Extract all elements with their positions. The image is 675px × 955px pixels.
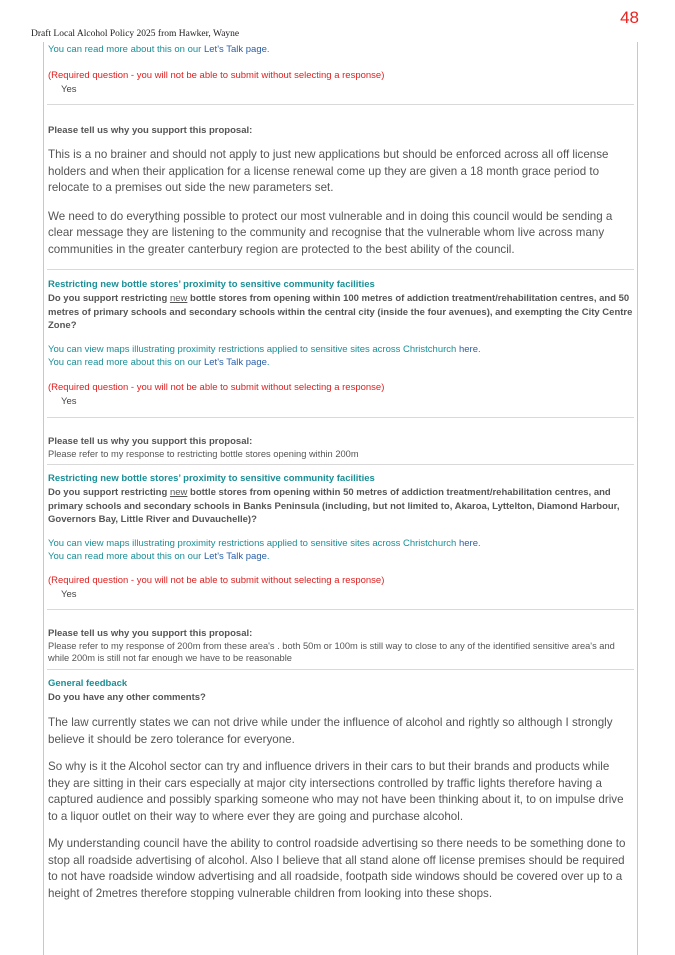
lets-talk-link[interactable]: Let's Talk page	[203, 356, 267, 368]
read-more-line: You can read more about this on our Let's Talk page.	[48, 356, 270, 368]
document-body	[48, 44, 634, 902]
response-paragraph: So why is it the Alcohol sector can try and influence drivers in their cars to but their brands and products while they are sitting in their cars especially at major city intersections controlled by traffic lights therefore having a captured audience and possibly sparking someone who may not have been thinking about it, to on impulse drive to a liquor outlet on their way to where ever they are going and purchase alcohol.	[48, 760, 624, 823]
section-title: Restricting new bottle stores’ proximity to sensitive community facilities	[48, 473, 375, 484]
divider	[47, 104, 634, 105]
why-label: Please tell us why you support this proposal:	[48, 435, 253, 447]
response-paragraph: The law currently states we can not drive while under the influence of alcohol and rightly so although I strongly believe it should be zero tolerance for everyone.	[48, 716, 613, 746]
section-question: Do you support restricting new bottle stores from opening within 50 metres of addiction treatment/rehabilitation centres, and primary schools and secondary schools in Banks Peninsula (including, but not limited to, Akaroa, Lyttelton, Diamond Harbour, Governors Bay, Little River and Duvauchelle)?	[48, 487, 620, 525]
section-question: Do you support restricting new bottle stores from opening within 100 metres of addiction treatment/rehabilitation centres, and 50 metres of primary schools and secondary schools within the central city (inside the four avenues), and exempting the City Centre Zone?	[48, 293, 633, 331]
general-feedback-question: Do you have any other comments?	[48, 691, 206, 703]
read-more-line: You can read more about this on our Let's Talk page.	[48, 44, 270, 55]
answer-value: Yes	[61, 395, 77, 407]
maps-line: You can view maps illustrating proximity restrictions applied to sensitive sites across Christchurch here.	[48, 343, 481, 355]
required-notice: (Required question - you will not be able to submit without selecting a response)	[48, 381, 385, 393]
divider	[47, 269, 634, 270]
required-notice: (Required question - you will not be able to submit without selecting a response)	[48, 574, 385, 586]
maps-here-link[interactable]: here	[458, 343, 478, 355]
read-more-line: You can read more about this on our Let's Talk page.	[48, 550, 270, 562]
general-feedback-title: General feedback	[48, 677, 128, 689]
response-paragraph: My understanding council have the ability to control roadside advertising so there needs to be something done to stop all roadside advertising of alcohol. Also I believe that all stand alone off license premises should be required to not have roadside window advertising and all roadside, footpath side windows should be covered over up to a height of 2metres therefore stopping vulnerable children from looking into these shops.	[48, 837, 626, 900]
maps-line: You can view maps illustrating proximity restrictions applied to sensitive sites across Christchurch here.	[48, 537, 481, 549]
lets-talk-link[interactable]: Let's Talk page	[203, 550, 267, 562]
response-paragraph: This is a no brainer and should not apply to just new applications but should be enforced across all off license holders and when their application for a license renewal come up they are given a 18 month grace period to relocate to a premises out side the new parameters set.	[48, 148, 609, 194]
response-text: Please refer to my response to restricting bottle stores opening within 200m	[48, 448, 359, 459]
divider	[47, 417, 634, 418]
required-notice: (Required question - you will not be able to submit without selecting a response)	[48, 70, 385, 81]
divider	[47, 609, 634, 610]
document-header: Draft Local Alcohol Policy 2025 from Hawker, Wayne	[31, 29, 240, 39]
answer-value: Yes	[61, 588, 77, 600]
maps-here-link[interactable]: here	[458, 537, 478, 549]
why-label: Please tell us why you support this proposal:	[48, 627, 253, 639]
section-title: Restricting new bottle stores’ proximity to sensitive community facilities	[48, 279, 375, 290]
response-paragraph: We need to do everything possible to protect our most vulnerable and in doing this council would be sending a clear message they are listening to the community and recognise that the vulnerable whom live across many communities in the greater canterbury region are protected to the best ability of the council.	[48, 209, 613, 256]
lets-talk-link[interactable]: Let's Talk page	[203, 44, 267, 55]
divider	[47, 464, 634, 465]
why-label: Please tell us why you support this proposal:	[48, 125, 253, 136]
page-number: 48	[620, 8, 639, 27]
response-text: Please refer to my response of 200m from these area's . both 50m or 100m is still way to close to any of the identified sensitive area's and while 200m is still not far enough we have to be reasonable	[48, 640, 615, 663]
answer-value: Yes	[61, 84, 77, 95]
divider	[47, 669, 634, 670]
